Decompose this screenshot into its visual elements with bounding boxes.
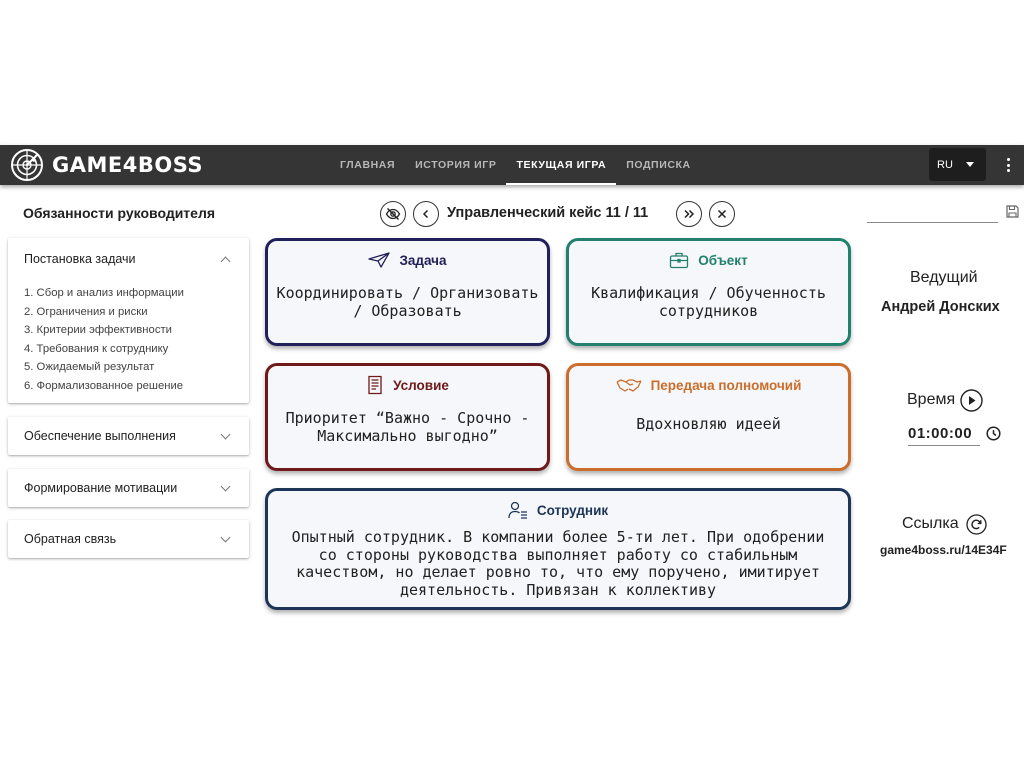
handshake-icon [616,377,642,393]
refresh-icon [966,514,987,535]
card-text: Квалификация / Обученность сотрудников [591,284,826,320]
panel-label: Обратная связь [24,532,117,546]
save-input-underline[interactable] [867,222,998,223]
card-text: Приоритет “Важно - Срочно - Максимально выгодно” [285,409,530,445]
previous-case-button[interactable] [413,201,439,227]
chevron-down-icon [221,533,231,543]
last-case-button[interactable] [676,201,702,227]
card-text: Координировать / Организовать / Образовать [276,284,539,320]
chevron-up-icon [221,257,231,267]
panel-execution-header[interactable] [8,417,249,455]
panel-motivation-header[interactable] [8,469,249,507]
list-item: 1. Сбор и анализ информации [24,287,184,299]
card-text: Опытный сотрудник. В компании более 5-ти лет. При одобрении со стороны руководства выполняет работу со стабильным качеством, но делает ровно то, что ему поручено, имитирует деятельность. Привязан к коллективу [291,528,825,599]
panel-label: Формирование мотивации [24,481,178,495]
nav-tab-current-game[interactable]: ТЕКУЩАЯ ИГРА [506,145,616,185]
radar-logo-icon [10,148,44,182]
game-link[interactable]: game4boss.ru/14E34F [880,543,1007,557]
list-item: 6. Формализованное решение [24,379,184,392]
more-menu-icon[interactable] [1002,155,1014,175]
eye-off-icon [385,206,401,222]
panel-motivation [8,469,249,507]
task-setting-list [8,280,249,408]
card-condition [265,363,550,471]
panel-execution [8,417,249,455]
clock-button[interactable] [986,426,1001,446]
user-icon [508,501,528,519]
timer-input[interactable]: 01:00:00 [908,425,980,446]
nav-tab-game-history[interactable]: ИСТОРИЯ ИГР [415,159,497,171]
list-item: 4. Требования к сотруднику [24,342,169,355]
panel-feedback [8,520,249,558]
brand-name: GAME4BOSS [52,153,204,177]
app-bar [0,145,1024,185]
chevron-down-icon [221,430,231,440]
paper-plane-icon [368,252,390,268]
save-button[interactable] [1006,205,1019,223]
refresh-link-button[interactable] [966,514,987,540]
card-title: Сотрудник [536,502,609,518]
host-name: Андрей Донских [881,299,1000,315]
save-icon [1006,205,1019,218]
card-title: Условие [393,377,449,393]
card-delegation [566,363,851,471]
panel-label: Постановка задачи [24,252,136,266]
hide-button[interactable] [380,201,406,227]
double-chevron-right-icon [682,208,696,220]
close-case-button[interactable] [709,201,735,227]
case-title: Управленческий кейс 11 / 11 [447,205,649,221]
card-employee [265,488,851,610]
card-title: Передача полномочий [650,377,802,393]
language-value: RU [937,158,953,171]
panel-feedback-header[interactable] [8,520,249,558]
caret-down-icon [966,162,974,167]
link-label: Ссылка [902,515,959,532]
briefcase-icon [669,251,689,269]
close-icon [716,208,728,220]
start-timer-button[interactable] [960,389,983,417]
card-text: Вдохновляю идеей [636,415,781,433]
list-item: 5. Ожидаемый результат [24,361,155,374]
panel-label: Обеспечение выполнения [24,429,176,443]
card-task [265,238,550,346]
main-nav [330,145,701,185]
play-icon [960,389,983,412]
logo[interactable] [10,147,203,183]
clock-icon [986,426,1001,441]
card-title: Объект [698,252,748,268]
chevron-down-icon [221,482,231,492]
document-icon [366,375,384,395]
nav-tab-home[interactable]: ГЛАВНАЯ [340,159,396,171]
chevron-left-icon [420,208,432,220]
language-select[interactable] [929,148,986,181]
panel-task-setting-header[interactable] [8,238,249,280]
card-title: Задача [399,252,447,268]
list-item: 2. Ограничения и риски [24,305,148,318]
sidebar-title: Обязанности руководителя [23,205,216,221]
host-label: Ведущий [910,269,978,286]
list-item: 3. Критерии эффективности [24,324,172,337]
time-label: Время [907,391,956,408]
panel-task-setting [8,238,249,403]
card-object [566,238,851,346]
nav-tab-subscription[interactable]: ПОДПИСКА [626,159,691,171]
